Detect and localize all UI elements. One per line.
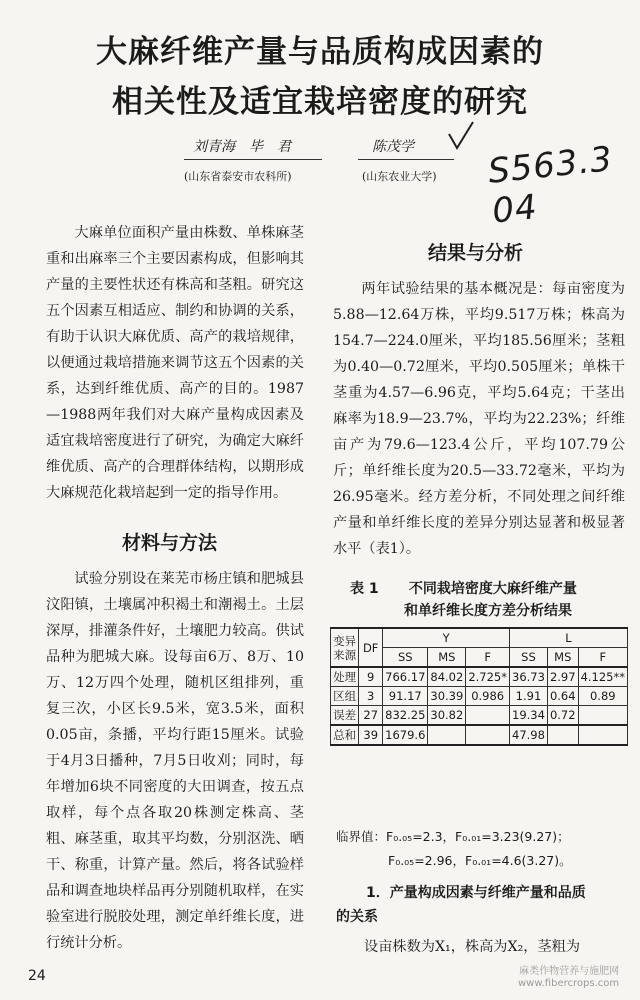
table-cell-df: 3 (359, 687, 383, 706)
table-corner-top: 变异 (333, 633, 357, 648)
table-group-y-header: Y (383, 628, 510, 648)
table-cell: 30.39 (428, 687, 466, 706)
table-cell-df: 9 (359, 667, 383, 687)
intro-text: 大麻单位面积产量由株数、单株麻茎重和出麻率三个主要因素构成，但影响其产量的主要性状还有株高和茎粗。研究这五个因素互相适应、制约和协调的关系，有助于认识大麻优质、高产的栽培规律，以便通过栽培措施来调节这五个因素的关系，达到纤维优质、高产的目的。1987—1988两年我们对大麻产量构成因素及适宜栽培密度进行了研究，为确定大麻纤维优质、高产的合理群体结构，以期形成大麻规范化栽培起到一定的指导作用。 (46, 225, 304, 501)
watermark-line-1: 麻类作物营养与施肥网 (519, 966, 620, 977)
page-number: 24 (28, 968, 46, 984)
author-names-1: 刘青海 毕 君 (193, 139, 291, 155)
table-cell-df: 39 (359, 725, 383, 745)
table-cell (547, 725, 578, 745)
table-cell-source: 处理 (331, 667, 359, 687)
table-cell (466, 706, 510, 726)
table-sub-header: F (578, 648, 627, 668)
anova-table (330, 627, 628, 746)
subsection-heading-line-2: 的关系 (336, 909, 378, 925)
table-cell: 0.89 (578, 687, 627, 706)
table-cell-source: 总和 (331, 725, 359, 745)
methods-paragraph (46, 566, 304, 956)
table-sub-header: MS (428, 648, 466, 668)
paper-title-line-2: 相关性及适宜栽培密度的研究 (112, 84, 528, 120)
watermark-line-2: www.fibercrops.com (518, 978, 620, 989)
table-cell: 0.986 (466, 687, 510, 706)
table-sub-header: SS (510, 648, 548, 668)
table-sub-header: F (466, 648, 510, 668)
table-cell: 36.73 (510, 667, 548, 687)
table-cell (578, 706, 627, 726)
results-heading: 结果与分析 (428, 242, 524, 264)
table-sub-header: MS (547, 648, 578, 668)
table-cell: 19.34 (510, 706, 548, 726)
table-cell-source: 误差 (331, 706, 359, 726)
table-caption-line-2: 和单纤维长度方差分析结果 (404, 603, 572, 619)
handwritten-check-mark (446, 120, 476, 154)
table-cell: 4.125** (578, 667, 627, 687)
table-cell: 1.91 (510, 687, 548, 706)
table-caption (350, 578, 577, 598)
table-cell-source: 区组 (331, 687, 359, 706)
paper-title-line-1: 大麻纤维产量与品质构成因素的 (96, 34, 544, 70)
table-caption-line-1: 不同栽培密度大麻纤维产量 (408, 581, 577, 597)
table-row (331, 667, 628, 687)
table-cell (466, 725, 510, 745)
table-row (331, 725, 628, 745)
table-cell (578, 725, 627, 745)
results-text: 两年试验结果的基本概况是：每亩密度为5.88—12.64万株，平均9.517万株；株高为154.7—224.0厘米，平均185.56厘米；茎粗为0.40—0.72厘米，平均0.505厘米；单株干茎重为4.57—6.96克，平均5.64克；干茎出麻率为18.9—23.7%，平均为22.23%；纤维亩产为79.6—123.4公斤，平均107.79公斤；单纤维长度为20.5—33.72毫米，平均为26.95毫米。经方差分析，不同处理之间纤维产量和单纤维长度的差异分别达显著和极显著水平（表1）。 (333, 281, 625, 557)
subsection-text: 设亩株数为X₁，株高为X₂，茎粗为 (364, 939, 581, 955)
table-number: 表 1 (350, 581, 379, 597)
results-paragraph (333, 276, 625, 562)
table-cell-df: 27 (359, 706, 383, 726)
table-cell: 2.97 (547, 667, 578, 687)
author-rule-2 (358, 159, 454, 160)
table-group-l-header: L (510, 628, 628, 648)
table-note-line-2: F₀.₀₅=2.96，F₀.₀₁=4.6(3.27)。 (388, 853, 572, 868)
table-cell: 30.82 (428, 706, 466, 726)
subsection-heading-line-1: 1．产量构成因素与纤维产量和品质 (366, 885, 586, 901)
table-cell: 2.725* (466, 667, 510, 687)
table-cell (428, 725, 466, 745)
table-cell: 0.72 (547, 706, 578, 726)
intro-paragraph (46, 220, 304, 506)
table-cell: 1679.6 (383, 725, 428, 745)
author-names-2: 陈茂学 (372, 139, 414, 155)
methods-text: 试验分别设在莱芜市杨庄镇和肥城县汶阳镇，土壤属冲积褐土和潮褐土。土层深厚，排灌条件好，土壤肥力较高。供试品种为肥城大麻。设每亩6万、8万、10万、12万四个处理，随机区组排列，重复三次，小区长9.5米，宽3.5米，面积0.05亩，条播，平均行距15厘米。试验于4月3日播种，7月5日收刈；同时，每年增加6块不同密度的大田调查，按五点取样，每个点各取20株测定株高、茎粗、麻茎重，取其平均数，分别沤洗、晒干、称重，计算产量。然后，将各试验样品和调查地块样品再分别随机取样，在实验室进行脱胶处理，测定单纤维长度，进行统计分析。 (46, 571, 304, 951)
table-corner-bottom: 来源 (333, 647, 357, 662)
table-df-header: DF (359, 628, 383, 667)
table-cell: 766.17 (383, 667, 428, 687)
affiliation-1: ( 山东省泰安市农科所 ) (180, 168, 296, 184)
table-row (331, 706, 628, 726)
affiliation-2: ( 山东农业大学 ) (358, 168, 441, 184)
table-cell: 91.17 (383, 687, 428, 706)
table-cell: 832.25 (383, 706, 428, 726)
table-cell: 0.64 (547, 687, 578, 706)
table-note-line-1: 临界值：F₀.₀₅=2.3，F₀.₀₁=3.23(9.27)； (336, 829, 570, 844)
watermark (518, 966, 619, 990)
table-row (331, 687, 628, 706)
author-rule-1 (184, 159, 322, 160)
table-cell: 47.98 (510, 725, 548, 745)
handwritten-classification-code: S563.3 04 (486, 139, 615, 232)
table-corner-header (331, 628, 359, 667)
methods-heading: 材料与方法 (122, 532, 218, 554)
table-cell: 84.02 (428, 667, 466, 687)
table-sub-header: SS (383, 648, 428, 668)
table-caption-2 (404, 600, 572, 620)
